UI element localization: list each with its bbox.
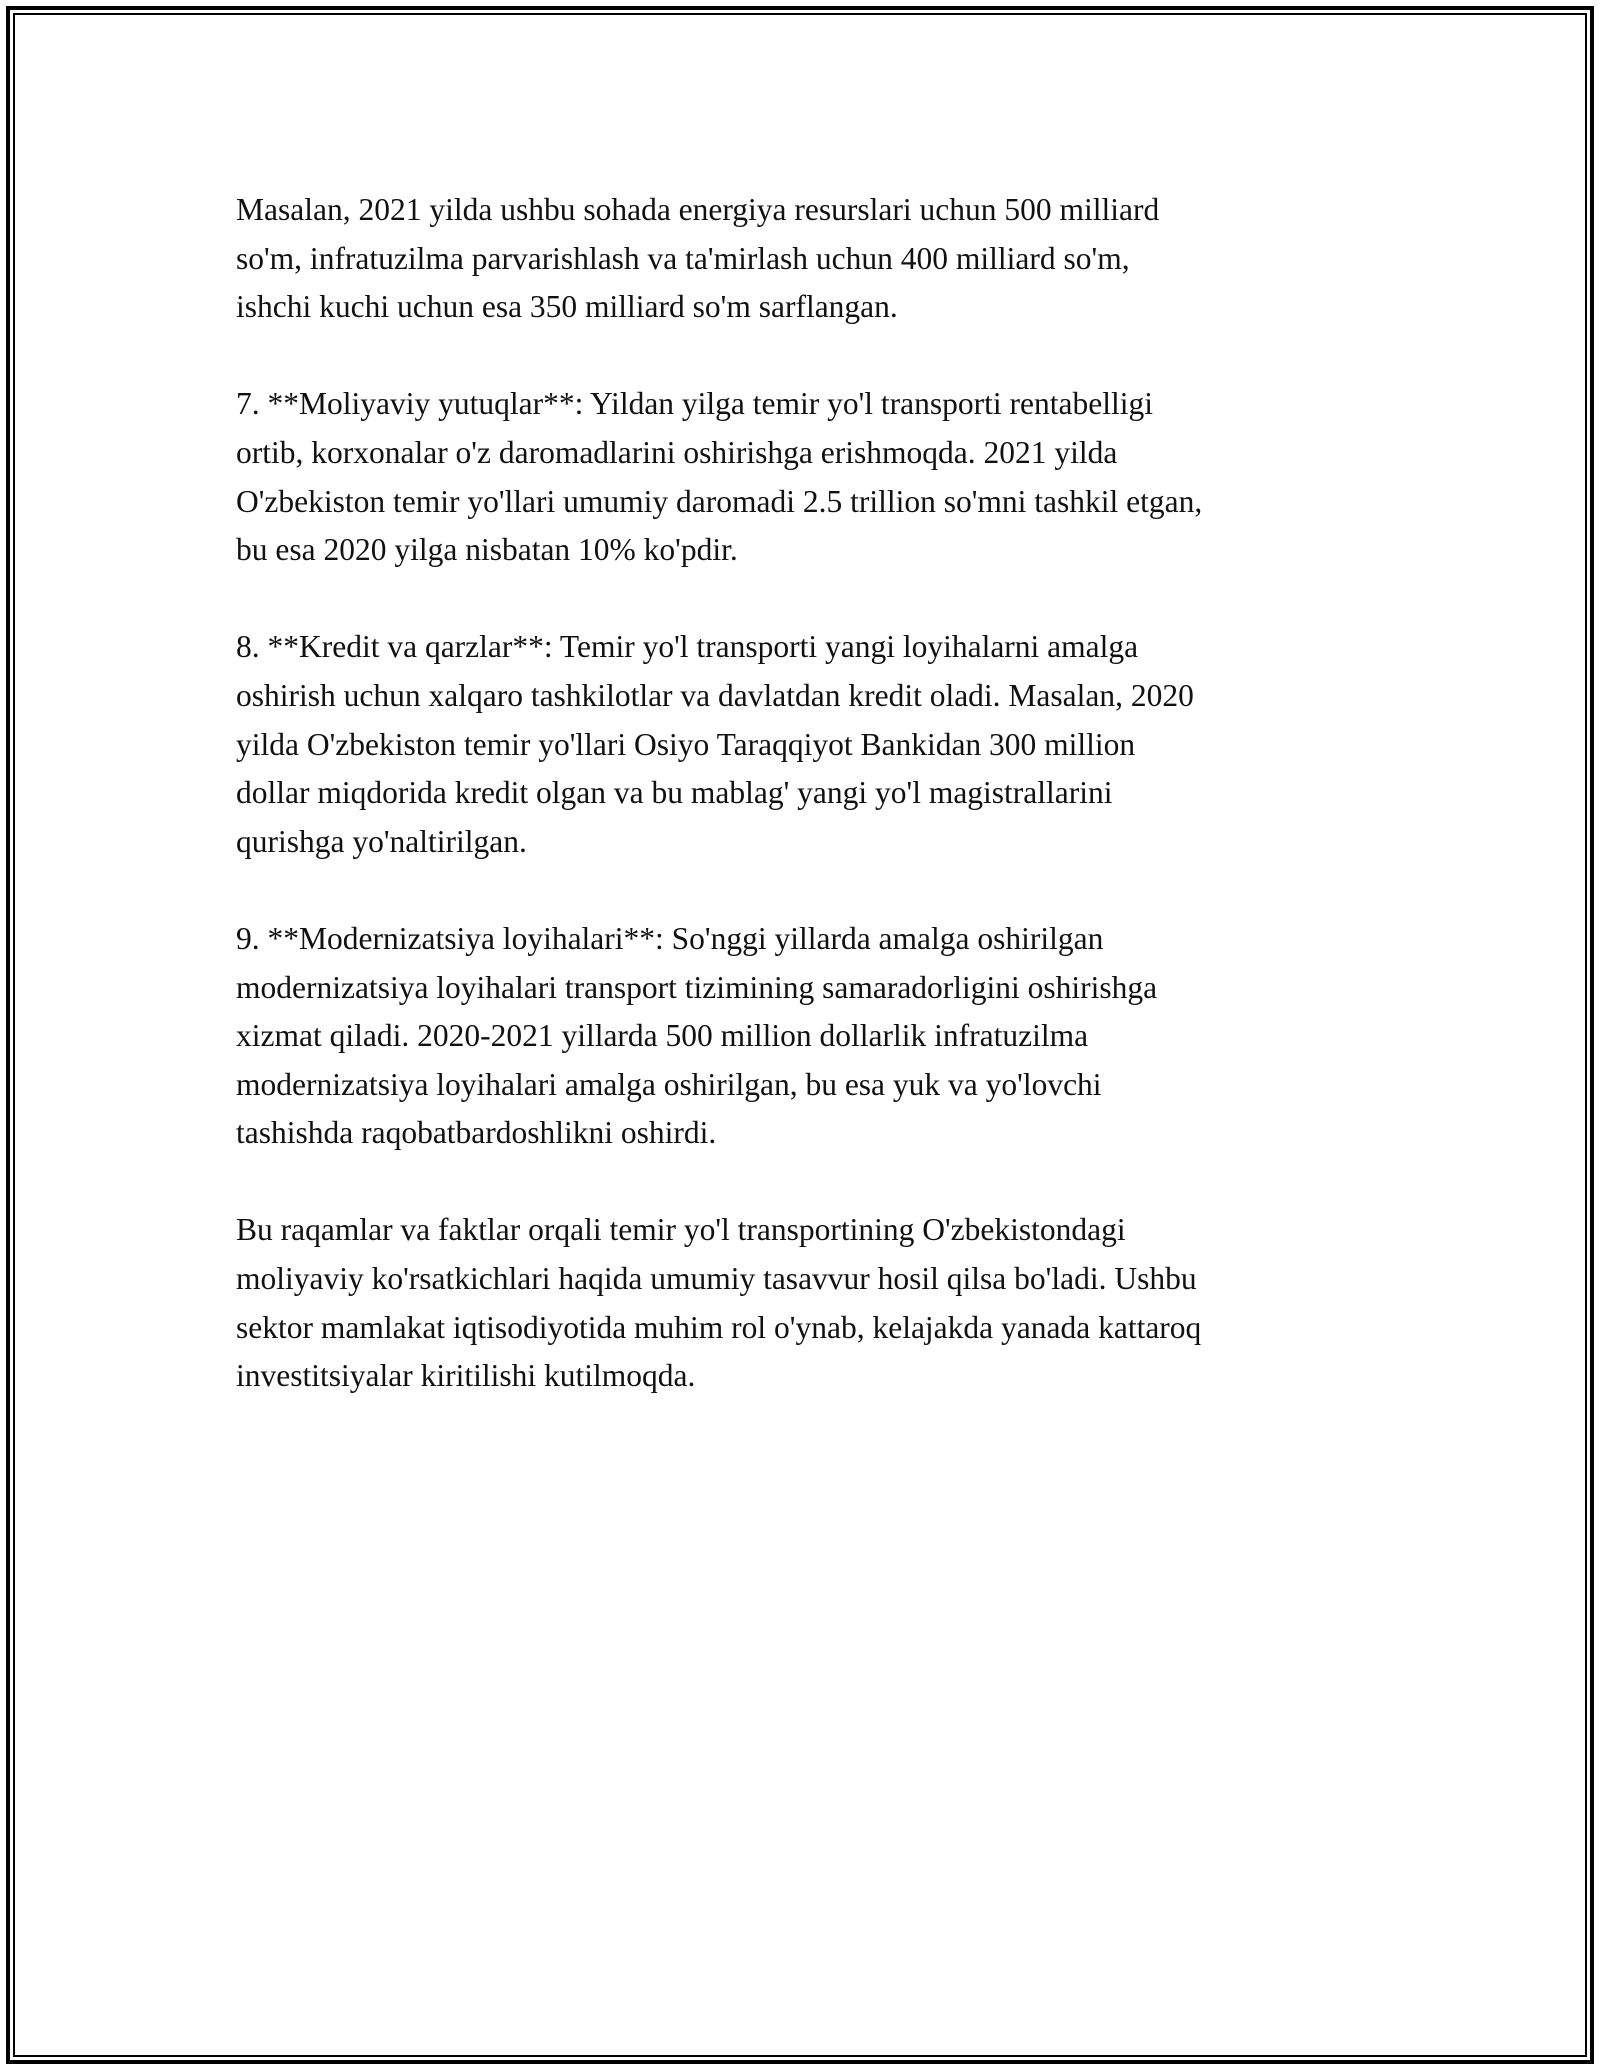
text-line: modernizatsiya loyihalari transport tizimining samaradorligini oshirishga bbox=[236, 969, 1158, 1005]
text-line: yilda O'zbekiston temir yo'llari Osiyo Taraqqiyot Bankidan 300 million bbox=[236, 726, 1136, 762]
text-line: moliyaviy ko'rsatkichlari haqida umumiy tasavvur hosil qilsa bo'ladi. Ushbu bbox=[236, 1261, 1197, 1297]
paragraph-expenses bbox=[236, 186, 1376, 332]
text-line: modernizatsiya loyihalari amalga oshirilgan, bu esa yuk va yo'lovchi bbox=[236, 1066, 1102, 1102]
text-line: tashishda raqobatbardoshlikni oshirdi. bbox=[236, 1115, 717, 1151]
paragraph-modernization-projects bbox=[236, 915, 1376, 1158]
text-line: dollar miqdorida kredit olgan va bu mablag' yangi yo'l magistrallarini bbox=[236, 775, 1113, 811]
text-line: ortib, korxonalar o'z daromadlarini oshirishga erishmoqda. 2021 yilda bbox=[236, 434, 1118, 470]
text-line: bu esa 2020 yilga nisbatan 10% ko'pdir. bbox=[236, 532, 738, 568]
paragraph-financial-achievements bbox=[236, 380, 1376, 574]
text-line: 7. **Moliyaviy yutuqlar**: Yildan yilga temir yo'l transporti rentabelligi bbox=[236, 386, 1153, 422]
text-line: 8. **Kredit va qarzlar**: Temir yo'l transporti yangi loyihalarni amalga bbox=[236, 629, 1139, 665]
text-line: Bu raqamlar va faktlar orqali temir yo'l transportining O'zbekistondagi bbox=[236, 1212, 1126, 1248]
text-line: Masalan, 2021 yilda ushbu sohada energiya resurslari uchun 500 milliard bbox=[236, 192, 1160, 227]
document-body bbox=[236, 186, 1376, 1449]
text-line: investitsiyalar kiritilishi kutilmoqda. bbox=[236, 1358, 696, 1394]
text-line: 9. **Modernizatsiya loyihalari**: So'nggi yillarda amalga oshirilgan bbox=[236, 920, 1104, 956]
text-line: so'm, infratuzilma parvarishlash va ta'mirlash uchun 400 milliard so'm, bbox=[236, 240, 1130, 276]
text-line: xizmat qiladi. 2020-2021 yillarda 500 million dollarlik infratuzilma bbox=[236, 1018, 1089, 1054]
text-line: qurishga yo'naltirilgan. bbox=[236, 823, 527, 859]
text-line: O'zbekiston temir yo'llari umumiy daromadi 2.5 trillion so'mni tashkil etgan, bbox=[236, 483, 1203, 519]
paragraph-conclusion bbox=[236, 1206, 1376, 1400]
paragraph-credit-and-loans bbox=[236, 623, 1376, 866]
text-line: sektor mamlakat iqtisodiyotida muhim rol o'ynab, kelajakda yanada kattaroq bbox=[236, 1309, 1202, 1345]
text-line: oshirish uchun xalqaro tashkilotlar va davlatdan kredit oladi. Masalan, 2020 bbox=[236, 677, 1194, 713]
text-line: ishchi kuchi uchun esa 350 milliard so'm sarflangan. bbox=[236, 289, 898, 325]
